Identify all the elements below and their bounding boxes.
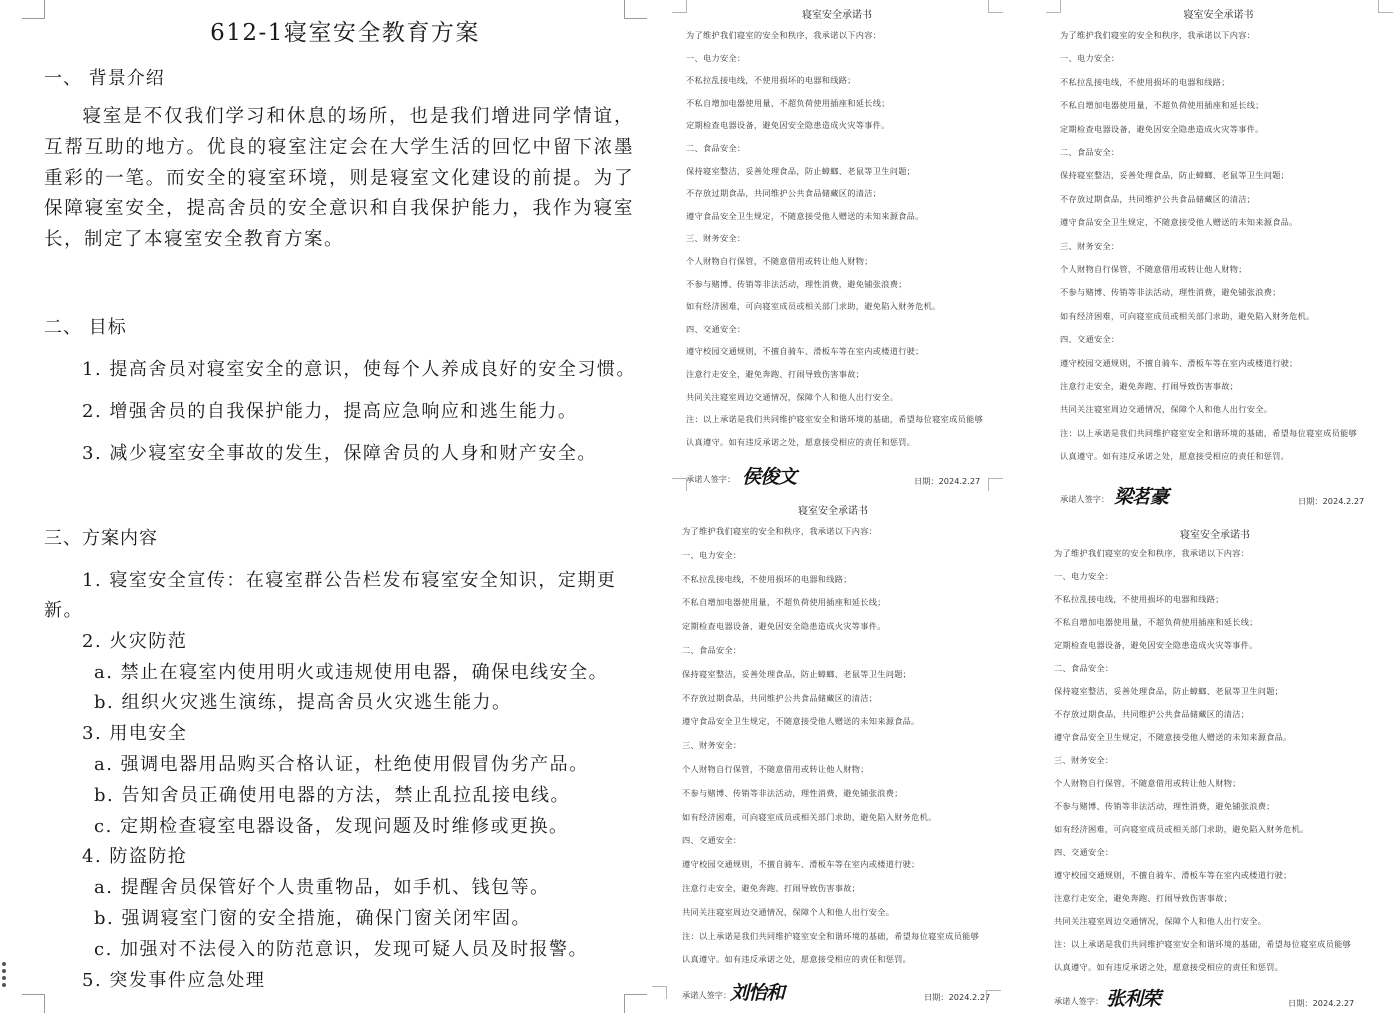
content-item: 5. 突发事件应急处理 [82, 970, 266, 991]
letter-line: 四、交通安全： [1054, 847, 1114, 857]
letter-line: 注：以上承诺是我们共同维护寝室安全和谐环境的基础，希望每位寝室成员能够 [1054, 939, 1352, 949]
letter-title: 寝室安全承诺书 [1183, 10, 1254, 21]
handwritten-signature: 刘怡和 [730, 982, 785, 1004]
content-subitem: b. 告知舍员正确使用电器的方法，禁止乱拉乱接电线。 [94, 785, 570, 806]
document-page [0, 0, 648, 1012]
letter-line: 认真遵守。如有违反承诺之处，愿意接受相应的责任和惩罚。 [686, 436, 916, 447]
letter-line: 二、食品安全： [1060, 147, 1120, 157]
page-corner-marker [1378, 0, 1393, 13]
letter-line: 一、电力安全： [1060, 53, 1120, 64]
letter-line: 保持寝室整洁，妥善处理食品，防止蟑螂、老鼠等卫生问题； [1060, 170, 1290, 181]
letter-line: 三、财务安全： [1060, 240, 1120, 251]
letter-date: 日期：2024.2.27 [1288, 998, 1355, 1008]
content-subitem: c. 定期检查寝室电器设备，发现问题及时维修或更换。 [94, 816, 569, 837]
letter-line: 如有经济困难，可向寝室成员或相关部门求助，避免陷入财务危机。 [686, 301, 941, 312]
content-item: 3. 用电安全 [82, 723, 188, 744]
letter-line: 不私自增加电器使用量，不超负荷使用插座和延长线； [1054, 617, 1258, 627]
letter-line: 三、财务安全： [682, 740, 742, 751]
content-subitem: a. 强调电器用品购买合格认证，杜绝使用假冒伪劣产品。 [94, 754, 589, 775]
letter-line: 共同关注寝室周边交通情况，保障个人和他人出行安全。 [1060, 404, 1273, 415]
content-item: 4. 防盗防抢 [82, 846, 188, 867]
letter-line: 注意行走安全，避免奔跑、打闹导致伤害事故； [1054, 893, 1233, 903]
letter-date: 日期：2024.2.27 [1298, 496, 1365, 506]
letter-line: 一、电力安全： [682, 549, 742, 560]
content-subitem: b. 组织火灾逃生演练，提高舍员火灾逃生能力。 [94, 692, 512, 713]
letter-date: 日期：2024.2.27 [924, 992, 991, 1002]
letter-line: 遵守食品安全卫生规定，不随意接受他人赠送的未知来源食品。 [682, 716, 920, 727]
section-heading-content: 三、方案内容 [44, 528, 158, 549]
letter-line: 一、电力安全： [686, 52, 746, 63]
letter-line: 共同关注寝室周边交通情况，保障个人和他人出行安全。 [686, 391, 899, 402]
letter-line: 遵守食品安全卫生规定，不随意接受他人赠送的未知来源食品。 [686, 210, 924, 221]
letter-line: 遵守校园交通规则，不擅自骑车、滑板车等在室内或楼道行驶； [1060, 357, 1298, 368]
drag-handle-icon[interactable] [2, 962, 6, 990]
handwritten-signature: 侯俊文 [742, 466, 797, 488]
background-text: 寝室是不仅我们学习和休息的场所，也是我们增进同学情谊，互帮互助的地方。优良的寝室注定会在大学生活的回忆中留下浓墨重彩的一笔。而安全的寝室环境，则是寝室文化建设的前提。为了保障寝室安全，提高舍员的安全意识和自我保护能力，我作为寝室长，制定了本寝室安全教育方案。 [44, 106, 634, 251]
section-heading-goals: 二、 目标 [44, 317, 127, 338]
signer-label: 承诺人签字： [686, 474, 736, 484]
letter-line: 不参与赌博、传销等非法活动，理性消费，避免铺张浪费； [682, 787, 903, 798]
page-corner-marker [22, 994, 45, 1013]
promise-letter [1040, 520, 1390, 1032]
goal-item: 2. 增强舍员的自我保护能力，提高应急响应和逃生能力。 [82, 401, 578, 422]
letter-line: 不私拉乱接电线，不使用损坏的电器和线路； [682, 573, 852, 584]
letter-line: 遵守校园交通规则，不擅自骑车、滑板车等在室内或楼道行驶； [1054, 870, 1292, 880]
letter-title: 寝室安全承诺书 [798, 506, 868, 517]
letter-line: 二、食品安全： [682, 645, 742, 655]
promise-letter [1046, 0, 1391, 512]
letter-line: 三、财务安全： [1054, 755, 1114, 765]
letter-line: 注：以上承诺是我们共同维护寝室安全和谐环境的基础，希望每位寝室成员能够 [686, 414, 984, 425]
letter-line: 为了维护我们寝室的安全和秩序，我承诺以下内容： [682, 526, 878, 536]
page-corner-marker [1046, 0, 1061, 13]
letter-line: 遵守食品安全卫生规定，不随意接受他人赠送的未知来源食品。 [1060, 217, 1298, 228]
letter-title: 寝室安全承诺书 [802, 10, 872, 21]
letter-line: 保持寝室整洁，妥善处理食品，防止蟑螂、老鼠等卫生问题； [682, 668, 912, 679]
letter-line: 注：以上承诺是我们共同维护寝室安全和谐环境的基础，希望每位寝室成员能够 [682, 930, 980, 941]
letter-line: 注意行走安全，避免奔跑、打闹导致伤害事故； [1060, 381, 1239, 391]
page-corner-marker [986, 990, 1001, 1003]
letter-line: 认真遵守。如有违反承诺之处，愿意接受相应的责任和惩罚。 [1054, 962, 1284, 972]
handwritten-signature: 梁茗豪 [1114, 486, 1169, 508]
signer-label: 承诺人签字： [1054, 996, 1104, 1006]
letter-line: 注意行走安全，避免奔跑、打闹导致伤害事故； [686, 369, 865, 379]
signer-label: 承诺人签字： [1060, 494, 1110, 504]
letter-line: 不参与赌博、传销等非法活动，理性消费，避免铺张浪费； [1060, 287, 1281, 298]
letter-line: 定期检查电器设备，避免因安全隐患造成火灾等事件。 [686, 120, 890, 131]
letter-line: 四、交通安全： [686, 323, 746, 334]
content-subitem: b. 强调寝室门窗的安全措施，确保门窗关闭牢固。 [94, 908, 531, 929]
page-corner-marker [988, 478, 1003, 491]
letter-line: 为了维护我们寝室的安全和秩序，我承诺以下内容： [686, 30, 882, 40]
document-title: 612-1寝室安全教育方案 [210, 20, 480, 46]
letter-line: 注意行走安全，避免奔跑、打闹导致伤害事故； [682, 883, 861, 893]
letter-line: 不存放过期食品，共同维护公共食品储藏区的清洁； [1054, 709, 1250, 719]
content-subitem: c. 加强对不法侵入的防范意识，发现可疑人员及时报警。 [94, 939, 589, 960]
letter-line: 不存放过期食品，共同维护公共食品储藏区的清洁； [686, 188, 882, 199]
letter-line: 认真遵守。如有违反承诺之处，愿意接受相应的责任和惩罚。 [1060, 451, 1290, 462]
letter-line: 不参与赌博、传销等非法活动，理性消费，避免铺张浪费； [686, 278, 907, 289]
letter-line: 不私拉乱接电线，不使用损坏的电器和线路； [1054, 594, 1224, 604]
letter-line: 共同关注寝室周边交通情况，保障个人和他人出行安全。 [682, 906, 895, 917]
content-item: 2. 火灾防范 [82, 631, 188, 652]
letter-line: 不存放过期食品，共同维护公共食品储藏区的清洁； [1060, 193, 1256, 204]
letter-line: 不参与赌博、传销等非法活动，理性消费，避免铺张浪费； [1054, 801, 1275, 811]
handwritten-signature: 张利荣 [1106, 988, 1161, 1010]
letter-line: 认真遵守。如有违反承诺之处，愿意接受相应的责任和惩罚。 [682, 954, 912, 965]
promise-letter [668, 498, 998, 1010]
letter-line: 如有经济困难，可向寝室成员或相关部门求助，避免陷入财务危机。 [1060, 310, 1315, 321]
letter-line: 个人财物自行保管，不随意借用或转让他人财物； [686, 256, 873, 266]
letter-line: 为了维护我们寝室的安全和秩序，我承诺以下内容： [1060, 30, 1256, 40]
letter-line: 不私自增加电器使用量，不超负荷使用插座和延长线； [682, 597, 886, 608]
letter-line: 遵守校园交通规则，不擅自骑车、滑板车等在室内或楼道行驶； [686, 346, 924, 357]
letter-date: 日期：2024.2.27 [914, 476, 981, 486]
letter-line: 定期检查电器设备，避免因安全隐患造成火灾等事件。 [1060, 123, 1264, 134]
letter-line: 共同关注寝室周边交通情况，保障个人和他人出行安全。 [1054, 916, 1267, 926]
page-corner-marker [988, 0, 1003, 13]
letter-line: 不存放过期食品，共同维护公共食品储藏区的清洁； [682, 692, 878, 703]
page-corner-marker [652, 986, 667, 999]
goal-item: 1. 提高舍员对寝室安全的意识，使每个人养成良好的安全习惯。 [82, 359, 636, 380]
letter-line: 如有经济困难，可向寝室成员或相关部门求助，避免陷入财务危机。 [1054, 824, 1309, 834]
content-subitem: a. 禁止在寝室内使用明火或违规使用电器，确保电线安全。 [94, 662, 609, 683]
letter-title: 寝室安全承诺书 [1180, 530, 1250, 541]
goal-item: 3. 减少寝室安全事故的发生，保障舍员的人身和财产安全。 [82, 443, 597, 464]
letter-line: 一、电力安全： [1054, 571, 1114, 581]
page-corner-marker [672, 478, 687, 491]
letter-line: 二、食品安全： [686, 143, 746, 153]
letter-line: 保持寝室整洁，妥善处理食品，防止蟑螂、老鼠等卫生问题； [1054, 686, 1284, 696]
letter-line: 定期检查电器设备，避免因安全隐患造成火灾等事件。 [682, 621, 886, 632]
letter-line: 个人财物自行保管，不随意借用或转让他人财物； [682, 764, 869, 774]
letter-line: 三、财务安全： [686, 233, 746, 244]
letter-line: 四、交通安全： [1060, 334, 1120, 345]
letter-line: 注：以上承诺是我们共同维护寝室安全和谐环境的基础，希望每位寝室成员能够 [1060, 427, 1358, 438]
page-corner-marker [672, 0, 687, 13]
letter-line: 四、交通安全： [682, 835, 742, 846]
letter-line: 保持寝室整洁，妥善处理食品，防止蟑螂、老鼠等卫生问题； [686, 165, 916, 176]
letter-line: 个人财物自行保管，不随意借用或转让他人财物； [1054, 778, 1241, 788]
letter-line: 遵守食品安全卫生规定，不随意接受他人赠送的未知来源食品。 [1054, 732, 1292, 742]
letter-line: 如有经济困难，可向寝室成员或相关部门求助，避免陷入财务危机。 [682, 811, 937, 822]
content-subitem: a. 提醒舍员保管好个人贵重物品，如手机、钱包等。 [94, 877, 550, 898]
page-corner-marker [624, 994, 647, 1013]
letter-line: 不私自增加电器使用量，不超负荷使用插座和延长线； [1060, 100, 1264, 111]
content-item: 1. 寝室安全宣传：在寝室群公告栏发布寝室安全知识，定期更 [82, 570, 617, 591]
letter-line: 个人财物自行保管，不随意借用或转让他人财物； [1060, 264, 1247, 274]
background-paragraph [44, 102, 634, 256]
letter-line: 不私自增加电器使用量，不超负荷使用插座和延长线； [686, 97, 890, 108]
letter-line: 定期检查电器设备，避免因安全隐患造成火灾等事件。 [1054, 640, 1258, 650]
signer-label: 承诺人签字： [682, 990, 732, 1000]
promise-letter [672, 0, 1002, 512]
letter-line: 为了维护我们寝室的安全和秩序，我承诺以下内容： [1054, 548, 1250, 558]
letter-line: 遵守校园交通规则，不擅自骑车、滑板车等在室内或楼道行驶； [682, 859, 920, 870]
letter-line: 不私拉乱接电线，不使用损坏的电器和线路； [1060, 76, 1230, 87]
letter-line: 不私拉乱接电线，不使用损坏的电器和线路； [686, 75, 856, 86]
section-heading-background: 一、 背景介绍 [44, 68, 165, 89]
letter-line: 二、食品安全： [1054, 663, 1114, 673]
content-item-continuation: 新。 [44, 600, 83, 621]
